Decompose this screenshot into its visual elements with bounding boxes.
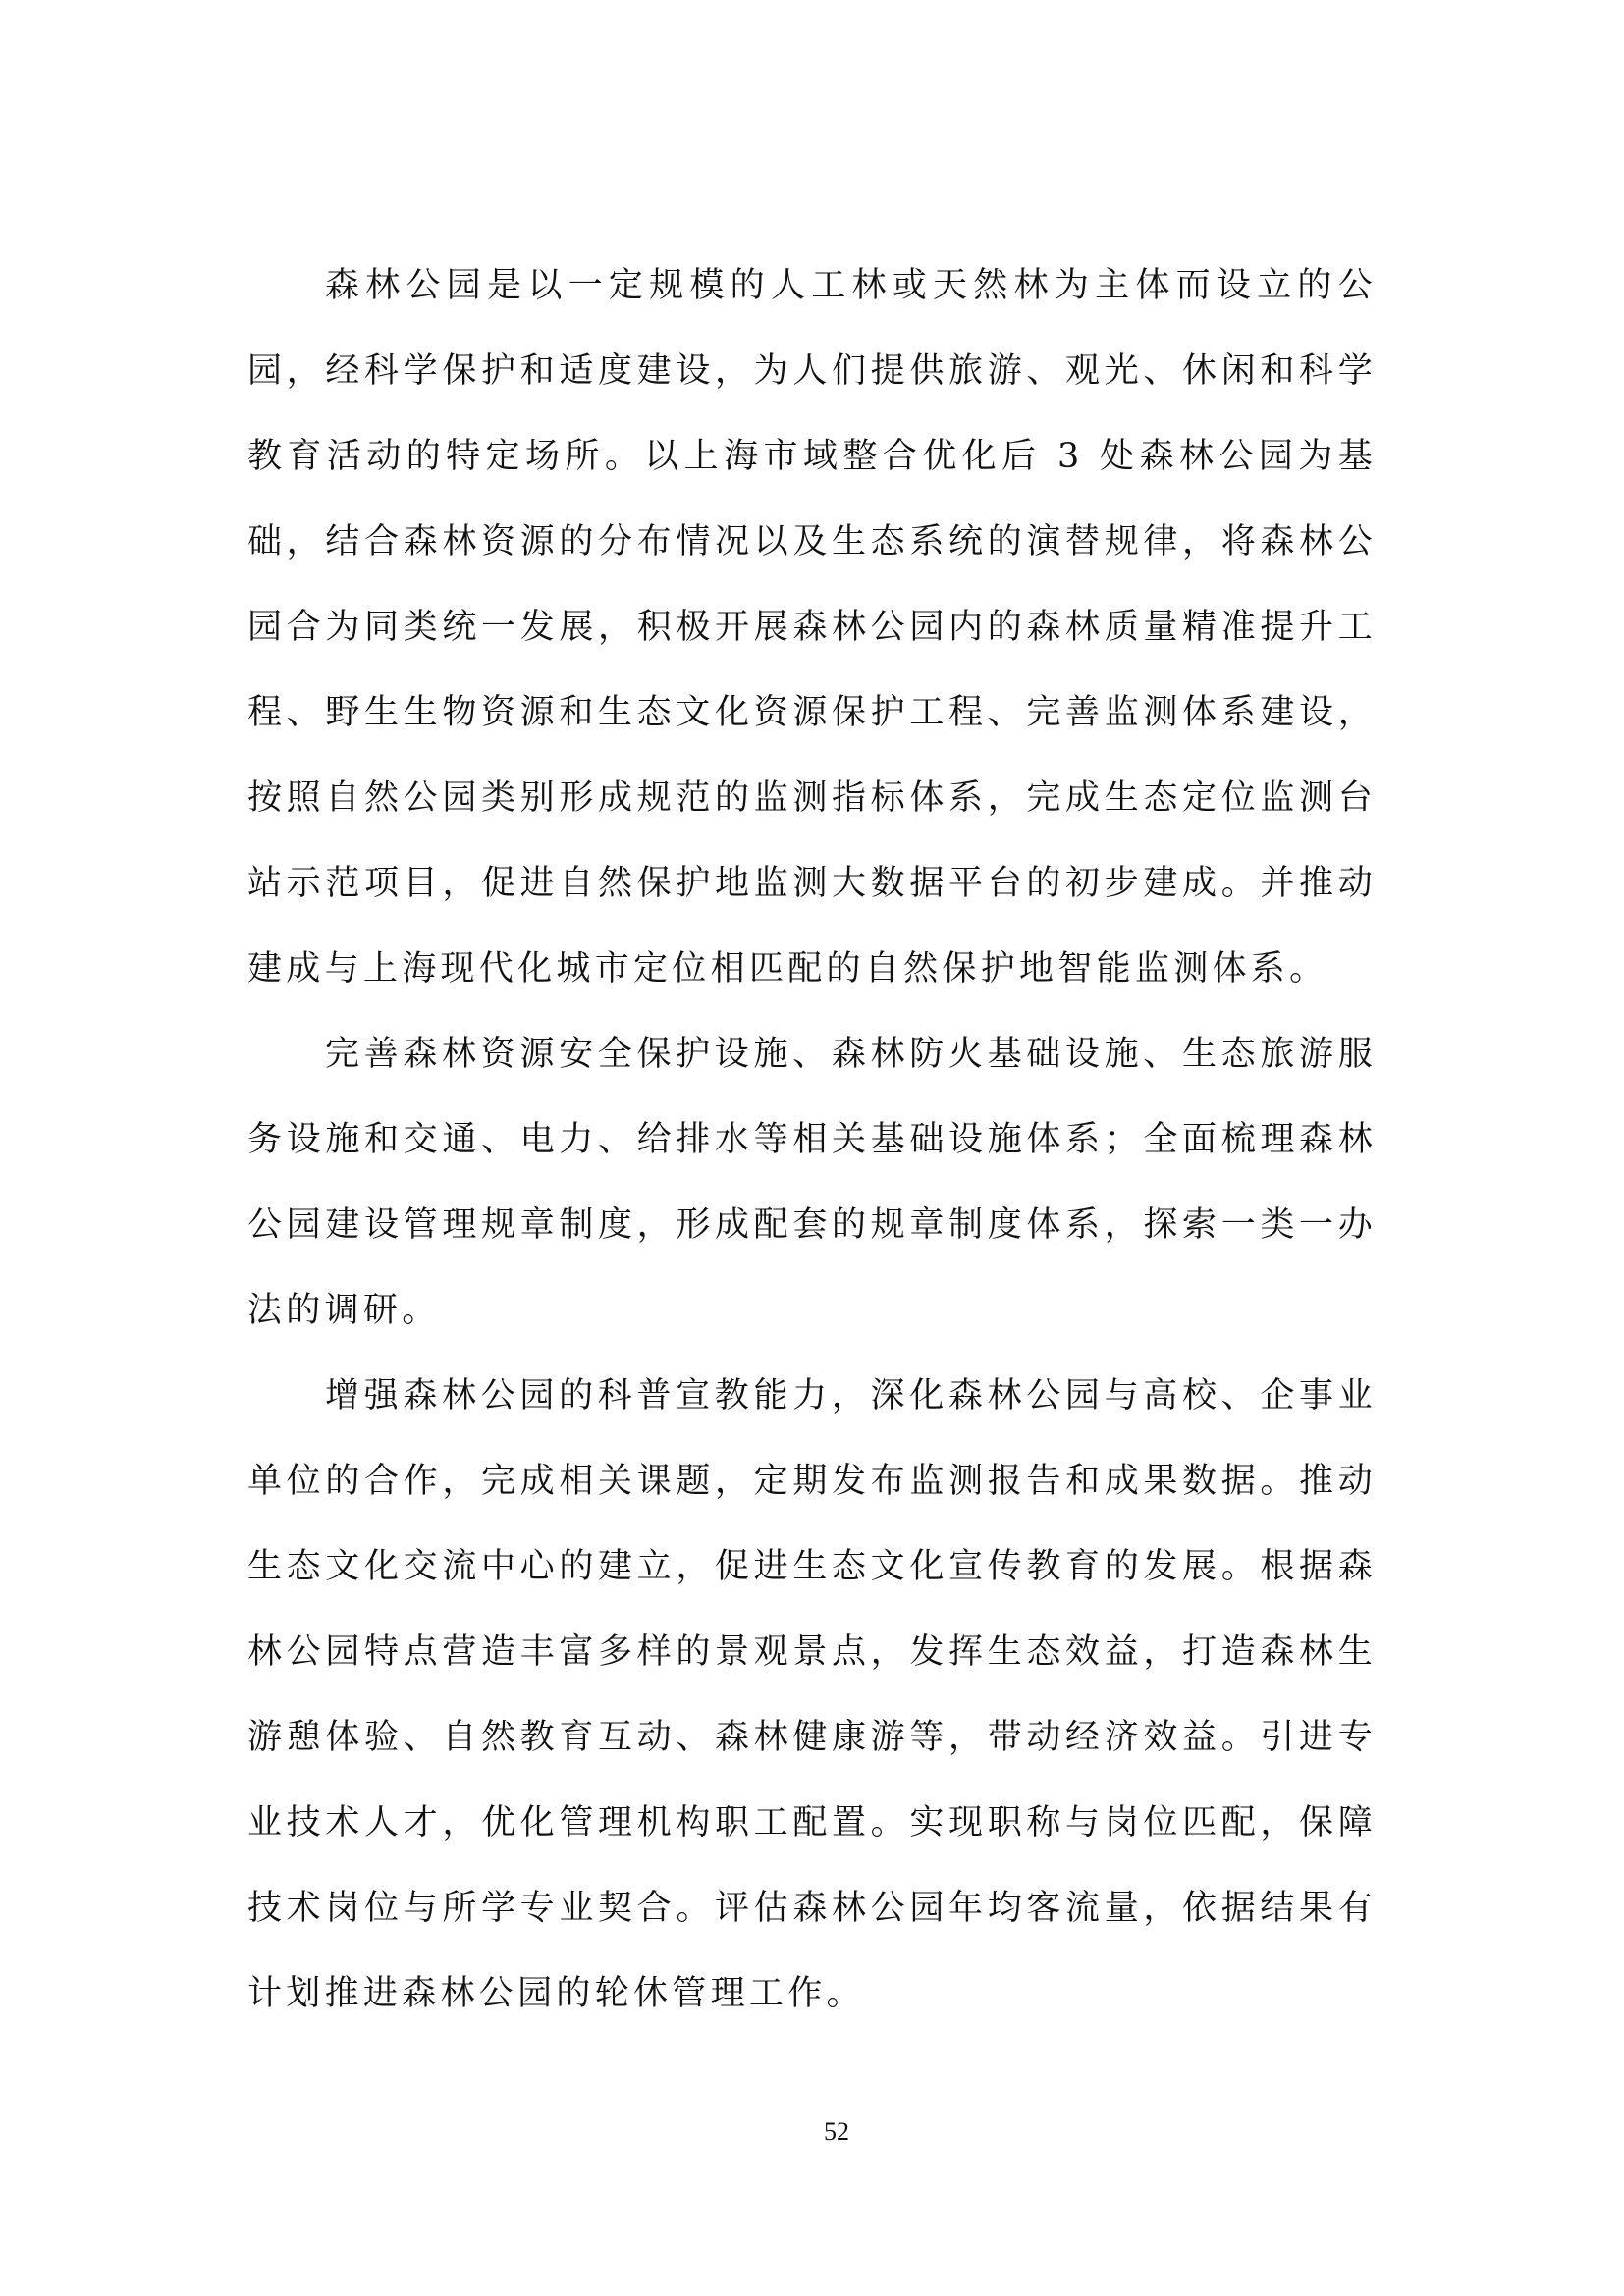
page-number: 52 xyxy=(824,2117,849,2146)
paragraph-education-management: 增强森林公园的科普宣教能力，深化森林公园与高校、企事业单位的合作，完成相关课题，定期发布监测报告和成果数据。推动生态文化交流中心的建立，促进生态文化宣传教育的发展。根据森林公园特点营造丰富多样的景观景点，发挥生态效益，打造森林生游憩体验、自然教育互动、森林健康游等，带动经济效益。引进专业技术人才，优化管理机构职工配置。实现职称与岗位匹配，保障技术岗位与所学专业契合。评估森林公园年均客流量，依据结果有计划推进森林公园的轮休管理工作。 xyxy=(247,1376,1377,2013)
paragraph-forest-park-definition: 森林公园是以一定规模的人工林或天然林为主体而设立的公园，经科学保护和适度建设，为人们提供旅游、观光、休闲和科学教育活动的特定场所。以上海市域整合优化后 3 处森林公园为基础，结合森林资源的分布情况以及生态系统的演替规律，将森林公园合为同类统一发展，积极开展森林公园内的森林质量精准提升工程、野生生物资源和生态文化资源保护工程、完善监测体系建设，按照自然公园类别形成规范的监测指标体系，完成生态定位监测台站示范项目，促进自然保护地监测大数据平台的初步建成。并推动建成与上海现代化城市定位相匹配的自然保护地智能监测体系。 xyxy=(247,266,1377,988)
body-text xyxy=(247,243,1377,2037)
paragraph-infrastructure: 完善森林资源安全保护设施、森林防火基础设施、生态旅游服务设施和交通、电力、给排水等相关基础设施体系；全面梳理森林公园建设管理规章制度，形成配套的规章制度体系，探索一类一办法的调研。 xyxy=(247,1035,1377,1330)
